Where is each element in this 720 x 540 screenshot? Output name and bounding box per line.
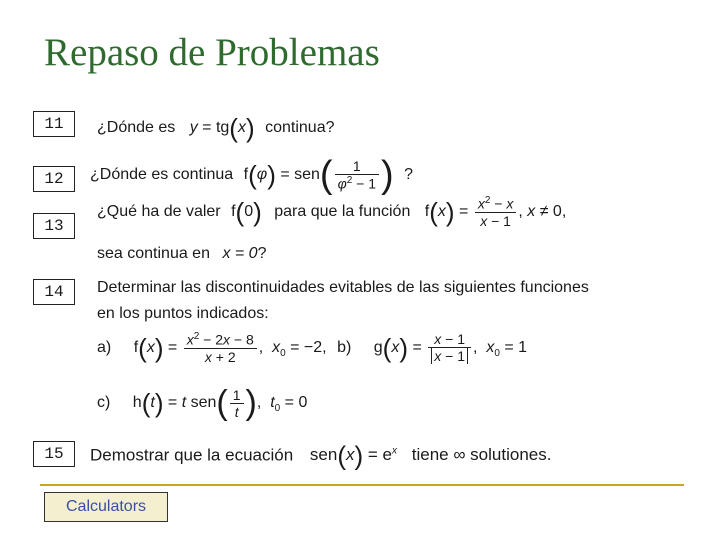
problem-12	[90, 156, 413, 194]
problem-13-line2-after: ?	[257, 245, 267, 262]
problem-14-a-label: a)	[97, 338, 112, 356]
problem-15-formula: $sen(x) = e^x$	[309, 441, 398, 471]
problem-15	[90, 443, 551, 469]
problem-13-function: f(x) = $\frac{x^2 - x}{x - 1}$ , x ≠ 0,	[424, 195, 567, 229]
problem-13-text: ¿Qué ha de valer	[97, 202, 221, 220]
problem-14-a-formula: f(x) = $\frac{x^2 - 2x - 8}{x + 2}$ , $x_0 = -2$,	[133, 331, 332, 365]
problem-13-point: x = 0	[222, 245, 258, 262]
problem-14-item-c	[97, 386, 307, 420]
problem-number-11: 11	[33, 111, 75, 137]
problem-13-line2-text: sea continua en	[97, 245, 210, 262]
problem-number-15: 15	[33, 441, 75, 467]
slide-title: Repaso de Problemas	[44, 31, 380, 74]
problem-number-13: 13	[33, 213, 75, 239]
problem-15-text: Demostrar que la ecuación	[90, 445, 294, 465]
problem-14-line2: en los puntos indicados:	[97, 305, 269, 322]
footer-divider	[40, 484, 684, 486]
problem-11	[97, 115, 334, 141]
problem-14-b-label: b)	[337, 338, 352, 356]
problem-11-text-after: continua?	[265, 119, 335, 137]
calculators-link[interactable]: Calculators	[44, 492, 168, 522]
problem-13-line1	[97, 196, 566, 228]
problem-14-b-formula: g(x) = $\frac{x - 1}{x - 1}$ , $x_0 = 1$	[373, 331, 528, 365]
problem-13-value: f(0)	[231, 196, 262, 227]
problem-11-formula: y = tg(x)	[189, 113, 255, 143]
problem-14-c-formula: h(t) = t sen( $\frac{1}{t}$ ), $t_0 = 0$	[132, 384, 308, 422]
problem-13-text-mid: para que la función	[274, 202, 411, 220]
problem-12-text: ¿Dónde es continua	[90, 166, 234, 183]
problem-12-text-after: ?	[404, 166, 414, 183]
problem-13-line2	[97, 246, 266, 262]
problem-12-formula: f(φ) = sen( $\frac{1}{\varphi^2 - 1}$ )	[243, 154, 394, 196]
problem-14-c-label: c)	[97, 394, 111, 411]
problem-15-text-after: tiene ∞ solutiones.	[411, 445, 552, 465]
problem-14-items-ab	[97, 332, 527, 364]
problem-14-line1: Determinar las discontinuidades evitables de las siguientes funciones	[97, 279, 589, 296]
problem-number-12: 12	[33, 166, 75, 192]
problem-11-text: ¿Dónde es	[97, 119, 176, 137]
problem-number-14: 14	[33, 279, 75, 305]
